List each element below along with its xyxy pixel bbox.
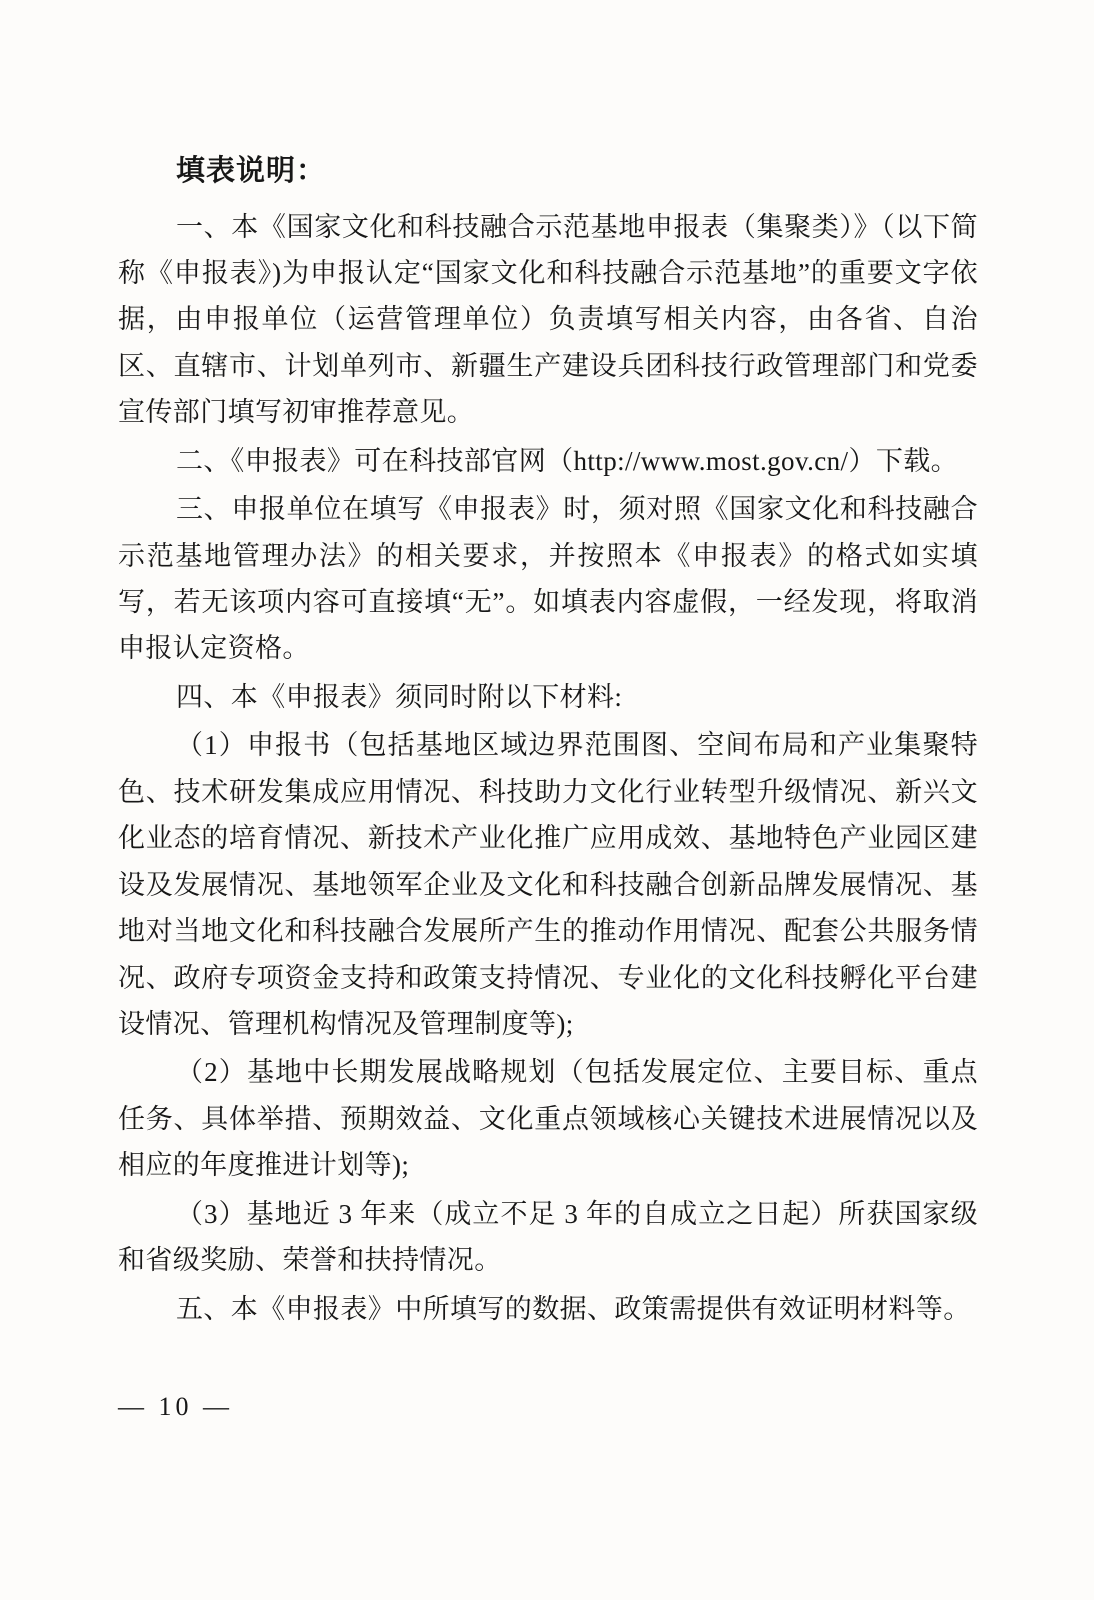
paragraph-5: （1）申报书（包括基地区域边界范围图、空间布局和产业集聚特色、技术研发集成应用情况、科技助力文化行业转型升级情况、新兴文化业态的培育情况、新技术产业化推广应用成效、基地特色产业园区建设及发展情况、基地领军企业及文化和科技融合创新品牌发展情况、基地对当地文化和科技融合发展所产生的推动作用情况、配套公共服务情况、政府专项资金支持和政策支持情况、专业化的文化科技孵化平台建设情况、管理机构情况及管理制度等);: [118, 730, 978, 1039]
paragraph-7: （3）基地近 3 年来（成立不足 3 年的自成立之日起）所获国家级和省级奖励、荣誉和扶持情况。: [118, 1198, 978, 1276]
paragraph-2: 二、《申报表》可在科技部官网（http://www.most.gov.cn/）下载。: [176, 445, 959, 476]
paragraph-1: 一、本《国家文化和科技融合示范基地申报表（集聚类）》（以下简称《申报表》)为申报认定“国家文化和科技融合示范基地”的重要文字依据，由申报单位（运营管理单位）负责填写相关内容，由各省、自治区、直辖市、计划单列市、新疆生产建设兵团科技行政管理部门和党委宣传部门填写初审推荐意见。: [118, 211, 978, 428]
paragraph-6: （2）基地中长期发展战略规划（包括发展定位、主要目标、重点任务、具体举措、预期效益、文化重点领域核心关键技术进展情况以及相应的年度推进计划等);: [118, 1057, 978, 1181]
page-title: 填表说明：: [176, 155, 327, 187]
page-number: — 10 —: [118, 1392, 233, 1421]
paragraph-3: 三、申报单位在填写《申报表》时，须对照《国家文化和科技融合示范基地管理办法》的相关要求，并按照本《申报表》的格式如实填写，若无该项内容可直接填“无”。如填表内容虚假，一经发现，将取消申报认定资格。: [118, 494, 978, 664]
paragraph-8: 五、本《申报表》中所填写的数据、政策需提供有效证明材料等。: [176, 1293, 971, 1324]
paragraph-4: 四、本《申报表》须同时附以下材料:: [176, 681, 623, 712]
document-body: [118, 150, 978, 1332]
